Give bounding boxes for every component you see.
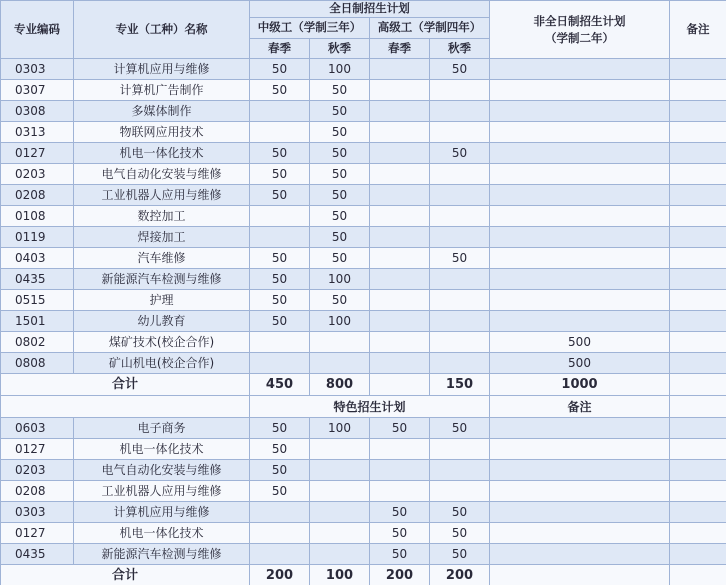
header-code: 专业编码 <box>1 1 74 59</box>
cell-remark <box>670 227 726 248</box>
cell-sen-autumn <box>430 290 490 311</box>
table-row <box>1 248 726 269</box>
cell-name: 矿山机电(校企合作) <box>74 353 250 374</box>
cell-sen-autumn: 50 <box>430 544 490 565</box>
total-sen-autumn: 150 <box>430 374 490 396</box>
cell-mid-spring <box>250 523 310 544</box>
cell-sen-spring <box>370 269 430 290</box>
cell-name: 机电一体化技术 <box>74 143 250 164</box>
cell-mid-autumn: 50 <box>310 122 370 143</box>
cell-name: 计算机应用与维修 <box>74 502 250 523</box>
cell-mid-autumn: 50 <box>310 248 370 269</box>
table-row <box>1 59 726 80</box>
cell-code: 0203 <box>1 460 74 481</box>
cell-sen-spring: 50 <box>370 523 430 544</box>
cell-code: 0307 <box>1 80 74 101</box>
total-parttime: 1000 <box>490 374 670 396</box>
cell-code: 0308 <box>1 101 74 122</box>
cell-name: 物联网应用技术 <box>74 122 250 143</box>
cell-sen-spring <box>370 227 430 248</box>
cell-mid-spring: 50 <box>250 460 310 481</box>
cell-parttime <box>490 122 670 143</box>
cell-parttime <box>490 206 670 227</box>
cell-remark <box>490 439 670 460</box>
cell-mid-spring <box>250 227 310 248</box>
cell-remark <box>670 269 726 290</box>
cell-mid-spring: 50 <box>250 164 310 185</box>
cell-sen-spring <box>370 290 430 311</box>
cell-mid-autumn <box>310 439 370 460</box>
table-row <box>1 269 726 290</box>
cell-sen-spring <box>370 59 430 80</box>
cell-sen-autumn <box>430 311 490 332</box>
cell-sen-autumn <box>430 439 490 460</box>
section-title: 特色招生计划 <box>250 396 490 418</box>
cell-remark <box>490 544 670 565</box>
table-row <box>1 185 726 206</box>
cell-sen-spring <box>370 460 430 481</box>
header-remark: 备注 <box>670 1 726 59</box>
cell-mid-spring: 50 <box>250 418 310 439</box>
table-row <box>1 290 726 311</box>
table-row <box>1 311 726 332</box>
cell-blank <box>670 544 726 565</box>
cell-code: 0515 <box>1 290 74 311</box>
cell-mid-autumn: 50 <box>310 185 370 206</box>
cell-name: 机电一体化技术 <box>74 523 250 544</box>
cell-mid-spring: 50 <box>250 311 310 332</box>
cell-code: 0208 <box>1 481 74 502</box>
cell-sen-spring <box>370 481 430 502</box>
cell-remark <box>670 59 726 80</box>
cell-mid-autumn <box>310 481 370 502</box>
cell-mid-spring <box>250 101 310 122</box>
cell-name: 新能源汽车检测与维修 <box>74 544 250 565</box>
cell-sen-autumn <box>430 206 490 227</box>
cell-mid-autumn <box>310 544 370 565</box>
cell-mid-spring <box>250 332 310 353</box>
cell-code: 0119 <box>1 227 74 248</box>
cell-mid-autumn: 100 <box>310 311 370 332</box>
table-row <box>1 332 726 353</box>
cell-parttime <box>490 269 670 290</box>
total-sen-autumn: 200 <box>430 565 490 585</box>
cell-blank <box>670 565 726 585</box>
cell-remark <box>670 101 726 122</box>
cell-remark <box>670 311 726 332</box>
cell-remark <box>670 353 726 374</box>
header-parttime-line2: （学制二年） <box>545 30 614 45</box>
cell-mid-autumn: 100 <box>310 59 370 80</box>
cell-code: 0403 <box>1 248 74 269</box>
total-sen-spring: 200 <box>370 565 430 585</box>
cell-mid-spring <box>250 502 310 523</box>
header-parttime <box>490 1 670 59</box>
cell-blank <box>670 481 726 502</box>
cell-parttime <box>490 143 670 164</box>
cell-parttime <box>490 248 670 269</box>
cell-sen-autumn <box>430 164 490 185</box>
cell-mid-autumn <box>310 460 370 481</box>
cell-mid-autumn: 100 <box>310 269 370 290</box>
cell-parttime <box>490 164 670 185</box>
table-row <box>1 164 726 185</box>
cell-name: 电气自动化安装与维修 <box>74 164 250 185</box>
cell-sen-autumn <box>430 460 490 481</box>
cell-sen-spring: 50 <box>370 544 430 565</box>
table-row <box>1 439 726 460</box>
header-name: 专业（工种）名称 <box>74 1 250 59</box>
cell-code: 0203 <box>1 164 74 185</box>
cell-mid-autumn <box>310 353 370 374</box>
table-row <box>1 502 726 523</box>
cell-sen-autumn <box>430 185 490 206</box>
cell-blank <box>670 502 726 523</box>
header-parttime-line1: 非全日制招生计划 <box>533 13 626 28</box>
table-row <box>1 523 726 544</box>
cell-sen-autumn: 50 <box>430 143 490 164</box>
cell-code: 0303 <box>1 502 74 523</box>
section-remark: 备注 <box>490 396 670 418</box>
header-mid-autumn: 秋季 <box>310 39 370 59</box>
cell-name: 电气自动化安装与维修 <box>74 460 250 481</box>
table-row <box>1 101 726 122</box>
cell-code: 0435 <box>1 269 74 290</box>
cell-code: 0435 <box>1 544 74 565</box>
cell-code: 0802 <box>1 332 74 353</box>
cell-code: 0313 <box>1 122 74 143</box>
cell-sen-autumn <box>430 269 490 290</box>
cell-sen-autumn <box>430 227 490 248</box>
cell-code: 0127 <box>1 143 74 164</box>
table-row <box>1 80 726 101</box>
cell-sen-autumn: 50 <box>430 248 490 269</box>
cell-mid-spring <box>250 122 310 143</box>
cell-sen-autumn <box>430 481 490 502</box>
cell-blank <box>670 523 726 544</box>
cell-sen-spring <box>370 164 430 185</box>
cell-name: 计算机广告制作 <box>74 80 250 101</box>
cell-parttime: 500 <box>490 353 670 374</box>
cell-mid-autumn: 50 <box>310 80 370 101</box>
cell-code: 0603 <box>1 418 74 439</box>
cell-name: 电子商务 <box>74 418 250 439</box>
cell-mid-spring: 50 <box>250 269 310 290</box>
cell-name: 工业机器人应用与维修 <box>74 481 250 502</box>
cell-parttime <box>490 80 670 101</box>
cell-sen-autumn <box>430 332 490 353</box>
cell-mid-autumn: 50 <box>310 143 370 164</box>
cell-remark <box>670 143 726 164</box>
cell-mid-spring <box>250 544 310 565</box>
header-mid-level: 中级工（学制三年） <box>250 18 370 39</box>
section-blank <box>1 396 250 418</box>
cell-remark <box>490 565 670 585</box>
cell-sen-autumn: 50 <box>430 418 490 439</box>
cell-blank <box>670 439 726 460</box>
header-mid-spring: 春季 <box>250 39 310 59</box>
cell-mid-autumn: 100 <box>310 418 370 439</box>
cell-mid-spring <box>250 206 310 227</box>
header-senior-autumn: 秋季 <box>430 39 490 59</box>
cell-sen-spring <box>370 311 430 332</box>
cell-mid-autumn: 50 <box>310 290 370 311</box>
cell-sen-spring <box>370 353 430 374</box>
table-row <box>1 206 726 227</box>
total-mid-spring: 200 <box>250 565 310 585</box>
total-mid-autumn: 100 <box>310 565 370 585</box>
cell-sen-spring <box>370 80 430 101</box>
cell-mid-autumn: 50 <box>310 101 370 122</box>
cell-sen-spring: 50 <box>370 502 430 523</box>
cell-parttime <box>490 290 670 311</box>
table-row <box>1 143 726 164</box>
cell-mid-autumn: 50 <box>310 227 370 248</box>
cell-name: 焊接加工 <box>74 227 250 248</box>
cell-mid-spring: 50 <box>250 80 310 101</box>
cell-parttime <box>490 59 670 80</box>
cell-remark <box>670 332 726 353</box>
cell-sen-autumn <box>430 122 490 143</box>
cell-mid-autumn <box>310 523 370 544</box>
cell-parttime <box>490 101 670 122</box>
header-fulltime: 全日制招生计划 <box>250 1 490 18</box>
total-label: 合计 <box>1 374 250 396</box>
cell-mid-autumn: 50 <box>310 206 370 227</box>
header-senior-spring: 春季 <box>370 39 430 59</box>
section-header-row <box>1 396 726 418</box>
cell-sen-autumn: 50 <box>430 523 490 544</box>
cell-mid-autumn: 50 <box>310 164 370 185</box>
cell-sen-autumn: 50 <box>430 59 490 80</box>
total-mid-spring: 450 <box>250 374 310 396</box>
cell-name: 机电一体化技术 <box>74 439 250 460</box>
cell-name: 护理 <box>74 290 250 311</box>
section-blank <box>670 396 726 418</box>
cell-sen-spring <box>370 332 430 353</box>
cell-sen-autumn <box>430 80 490 101</box>
total-sen-spring <box>370 374 430 396</box>
cell-parttime: 500 <box>490 332 670 353</box>
cell-name: 数控加工 <box>74 206 250 227</box>
cell-remark <box>670 122 726 143</box>
cell-sen-autumn: 50 <box>430 502 490 523</box>
total-row <box>1 374 726 396</box>
cell-mid-spring: 50 <box>250 439 310 460</box>
cell-mid-autumn <box>310 502 370 523</box>
cell-sen-autumn <box>430 353 490 374</box>
cell-remark <box>670 164 726 185</box>
cell-mid-spring: 50 <box>250 481 310 502</box>
table-row <box>1 227 726 248</box>
cell-name: 工业机器人应用与维修 <box>74 185 250 206</box>
cell-parttime <box>490 311 670 332</box>
cell-mid-spring: 50 <box>250 248 310 269</box>
cell-code: 0303 <box>1 59 74 80</box>
cell-mid-spring: 50 <box>250 290 310 311</box>
total-label: 合计 <box>1 565 250 585</box>
table-row <box>1 544 726 565</box>
cell-name: 计算机应用与维修 <box>74 59 250 80</box>
cell-mid-spring: 50 <box>250 185 310 206</box>
cell-remark <box>490 523 670 544</box>
table-row <box>1 122 726 143</box>
cell-mid-spring: 50 <box>250 59 310 80</box>
cell-code: 1501 <box>1 311 74 332</box>
cell-sen-spring <box>370 206 430 227</box>
cell-name: 新能源汽车检测与维修 <box>74 269 250 290</box>
cell-blank <box>670 418 726 439</box>
cell-code: 0127 <box>1 523 74 544</box>
cell-remark <box>490 481 670 502</box>
cell-sen-spring <box>370 439 430 460</box>
cell-remark <box>490 502 670 523</box>
cell-blank <box>670 460 726 481</box>
cell-remark <box>670 248 726 269</box>
cell-sen-spring <box>370 143 430 164</box>
cell-code: 0208 <box>1 185 74 206</box>
cell-sen-spring <box>370 122 430 143</box>
cell-sen-spring <box>370 248 430 269</box>
cell-sen-spring: 50 <box>370 418 430 439</box>
cell-code: 0127 <box>1 439 74 460</box>
cell-mid-spring <box>250 353 310 374</box>
table-row <box>1 481 726 502</box>
cell-sen-spring <box>370 185 430 206</box>
table-row <box>1 353 726 374</box>
cell-code: 0808 <box>1 353 74 374</box>
table-row <box>1 460 726 481</box>
cell-name: 煤矿技术(校企合作) <box>74 332 250 353</box>
cell-sen-spring <box>370 101 430 122</box>
cell-parttime <box>490 227 670 248</box>
cell-sen-autumn <box>430 101 490 122</box>
total-mid-autumn: 800 <box>310 374 370 396</box>
total-row <box>1 565 726 585</box>
cell-remark <box>670 80 726 101</box>
cell-remark <box>670 290 726 311</box>
cell-remark <box>490 460 670 481</box>
cell-mid-spring: 50 <box>250 143 310 164</box>
table-row <box>1 418 726 439</box>
header-senior-level: 高级工（学制四年） <box>370 18 490 39</box>
cell-remark <box>490 418 670 439</box>
cell-remark <box>670 185 726 206</box>
cell-name: 汽车维修 <box>74 248 250 269</box>
cell-parttime <box>490 185 670 206</box>
cell-name: 多媒体制作 <box>74 101 250 122</box>
cell-name: 幼儿教育 <box>74 311 250 332</box>
cell-remark <box>670 206 726 227</box>
cell-mid-autumn <box>310 332 370 353</box>
cell-code: 0108 <box>1 206 74 227</box>
cell-remark <box>670 374 726 396</box>
